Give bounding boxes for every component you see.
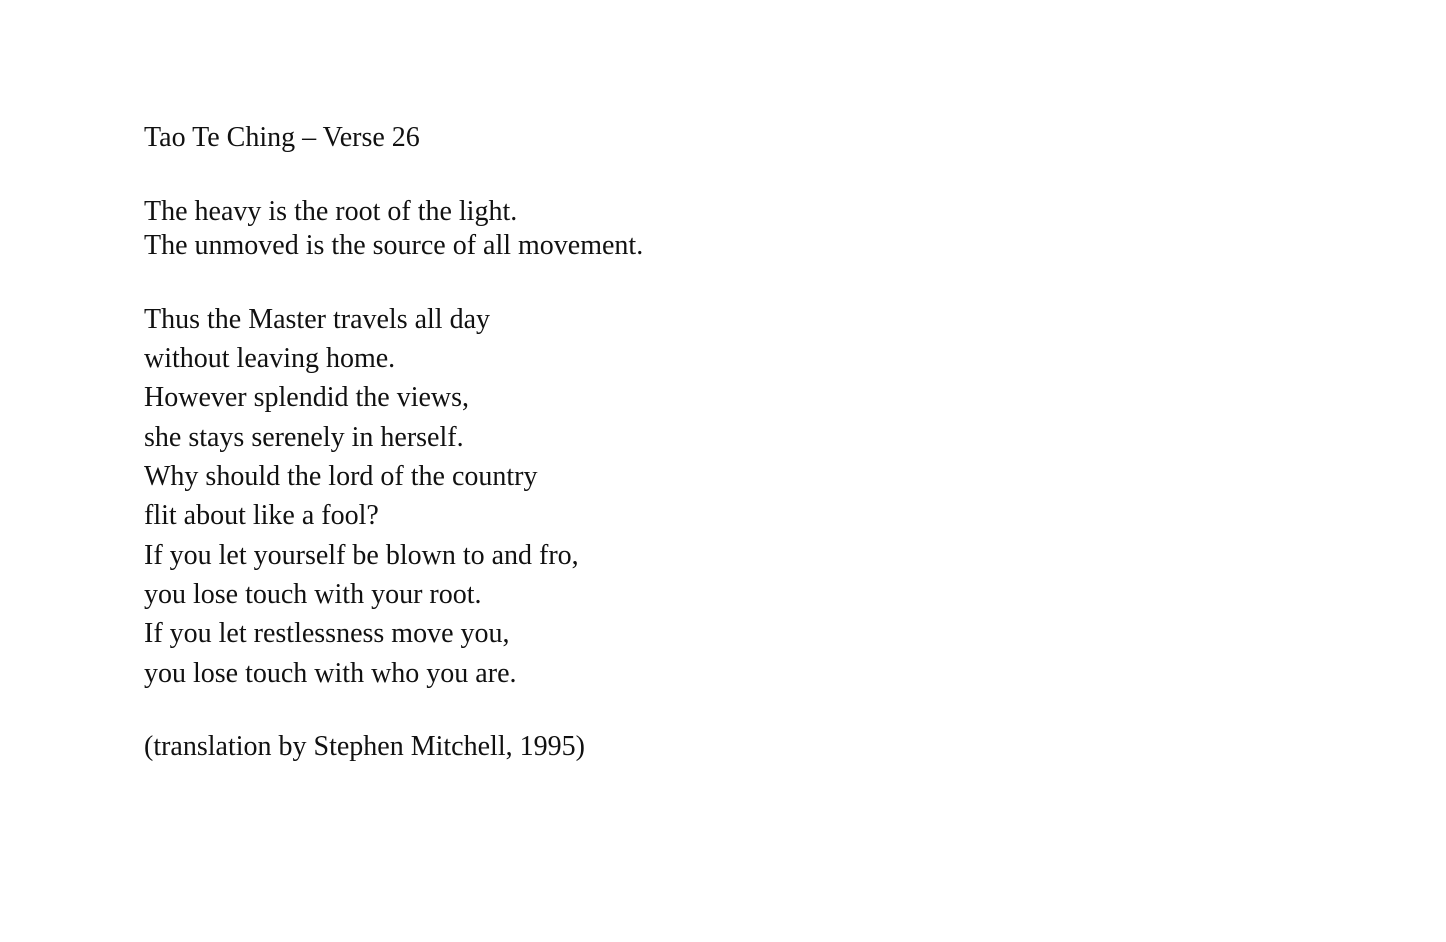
stanza2-line-5: Why should the lord of the country xyxy=(144,461,538,492)
stanza2-line-2: without leaving home. xyxy=(144,343,396,374)
stanza2-line-8: you lose touch with your root. xyxy=(144,579,482,610)
stanza1-line-1: The heavy is the root of the light. xyxy=(144,196,518,227)
stanza2-line-9: If you let restlessness move you, xyxy=(144,618,510,649)
stanza1-line-2: The unmoved is the source of all movement. xyxy=(144,230,644,261)
stanza2-line-1: Thus the Master travels all day xyxy=(144,304,491,335)
verse-title: Tao Te Ching – Verse 26 xyxy=(144,122,420,153)
translation-attribution: (translation by Stephen Mitchell, 1995) xyxy=(144,731,585,762)
stanza2-line-6: flit about like a fool? xyxy=(144,500,379,531)
stanza2-line-3: However splendid the views, xyxy=(144,382,470,413)
stanza2-line-7: If you let yourself be blown to and fro, xyxy=(144,540,579,571)
stanza2-line-4: she stays serenely in herself. xyxy=(144,422,464,453)
stanza2-line-10: you lose touch with who you are. xyxy=(144,658,517,689)
